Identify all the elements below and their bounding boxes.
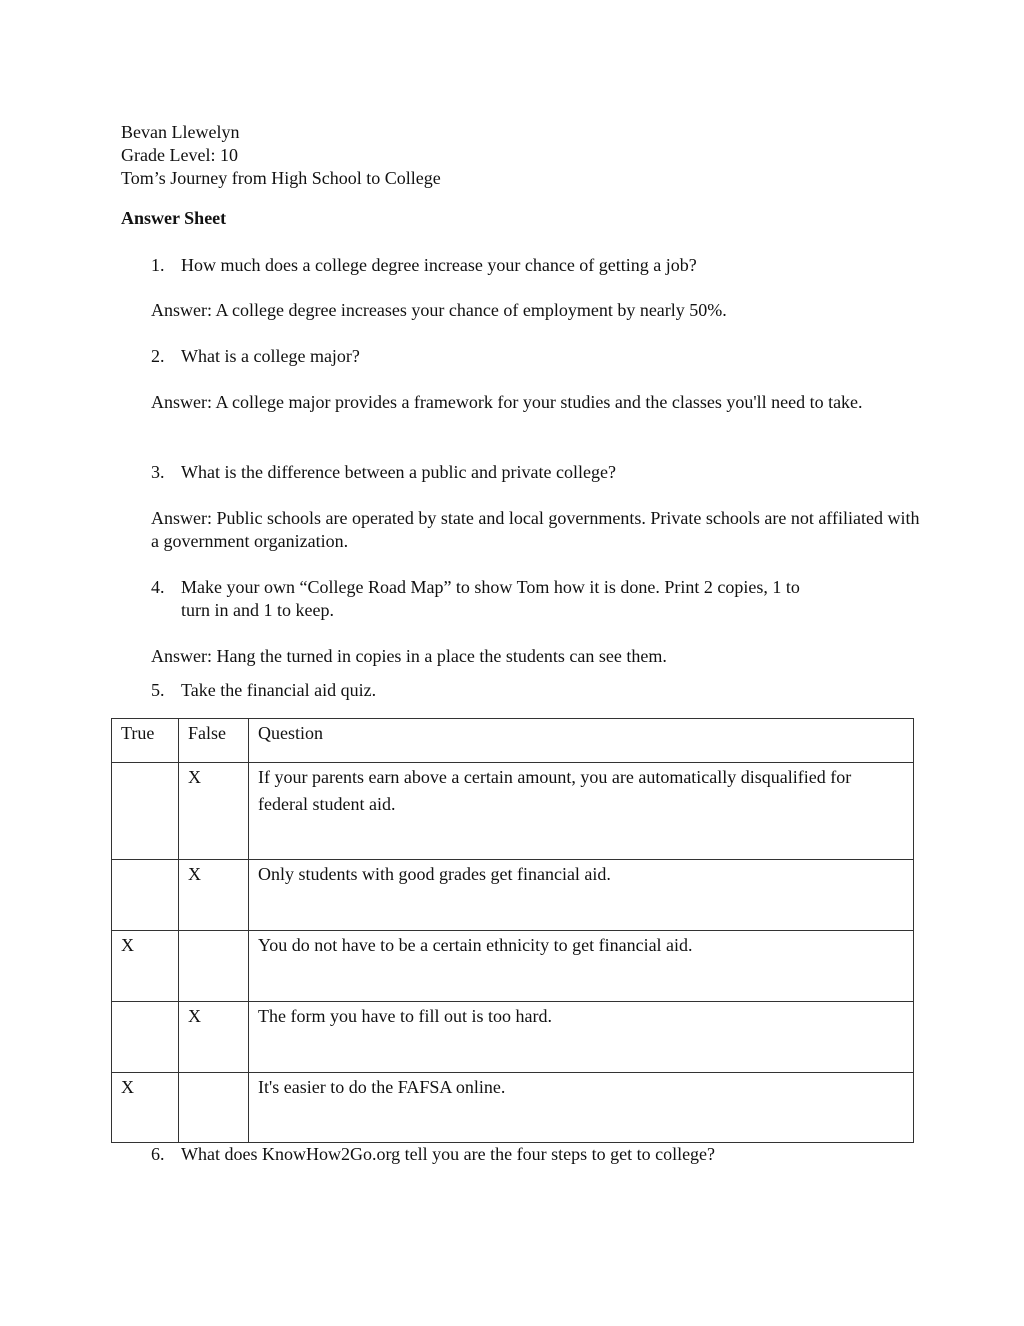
table-row <box>112 763 914 860</box>
question-number: 4. <box>151 577 165 597</box>
table-row <box>112 1002 914 1073</box>
question-cell: The form you have to fill out is too hard. <box>249 1002 914 1073</box>
false-cell: X <box>179 1002 249 1073</box>
table-row <box>112 860 914 931</box>
answer-text: Answer: Public schools are operated by state and local governments. Private schools are not affiliated with a government organization. <box>151 508 920 551</box>
question-cell: It's easier to do the FAFSA online. <box>249 1073 914 1143</box>
question-cell: If your parents earn above a certain amount, you are automatically disqualified for federal student aid. <box>249 763 914 860</box>
column-header-question: Question <box>249 719 914 763</box>
true-cell: X <box>112 931 179 1002</box>
question-text: Take the financial aid quiz. <box>181 680 377 700</box>
false-cell: X <box>179 763 249 860</box>
answer-text: Answer: A college degree increases your chance of employment by nearly 50%. <box>151 300 727 320</box>
question-number: 3. <box>151 462 165 482</box>
question-text: What is a college major? <box>181 346 360 366</box>
question-text-line-1: Make your own “College Road Map” to show Tom how it is done. Print 2 copies, 1 to <box>181 577 800 597</box>
question-cell: You do not have to be a certain ethnicity to get financial aid. <box>249 931 914 1002</box>
answer-text: Answer: A college major provides a framework for your studies and the classes you'll need to take. <box>151 392 863 412</box>
column-header-false: False <box>179 719 249 763</box>
question-number: 1. <box>151 255 165 275</box>
question-number: 2. <box>151 346 165 366</box>
answer-sheet-heading: Answer Sheet <box>121 208 227 228</box>
true-cell <box>112 763 179 860</box>
question-cell: Only students with good grades get financial aid. <box>249 860 914 931</box>
document-title: Tom’s Journey from High School to College <box>121 168 441 188</box>
financial-aid-quiz-table <box>111 718 914 1143</box>
table-header-row <box>112 719 914 763</box>
table-row <box>112 1073 914 1143</box>
false-cell <box>179 931 249 1002</box>
question-text-line-2: turn in and 1 to keep. <box>181 600 334 620</box>
column-header-true: True <box>112 719 179 763</box>
true-cell: X <box>112 1073 179 1143</box>
question-text: What is the difference between a public and private college? <box>181 462 616 482</box>
answer-text: Answer: Hang the turned in copies in a place the students can see them. <box>151 646 667 666</box>
question-text: What does KnowHow2Go.org tell you are the four steps to get to college? <box>181 1144 716 1164</box>
true-cell <box>112 1002 179 1073</box>
false-cell: X <box>179 860 249 931</box>
question-number: 5. <box>151 680 165 700</box>
table-row <box>112 931 914 1002</box>
true-cell <box>112 860 179 931</box>
question-text: How much does a college degree increase your chance of getting a job? <box>181 255 697 275</box>
question-number: 6. <box>151 1144 165 1164</box>
false-cell <box>179 1073 249 1143</box>
grade-level: Grade Level: 10 <box>121 145 238 165</box>
author-name: Bevan Llewelyn <box>121 122 240 142</box>
